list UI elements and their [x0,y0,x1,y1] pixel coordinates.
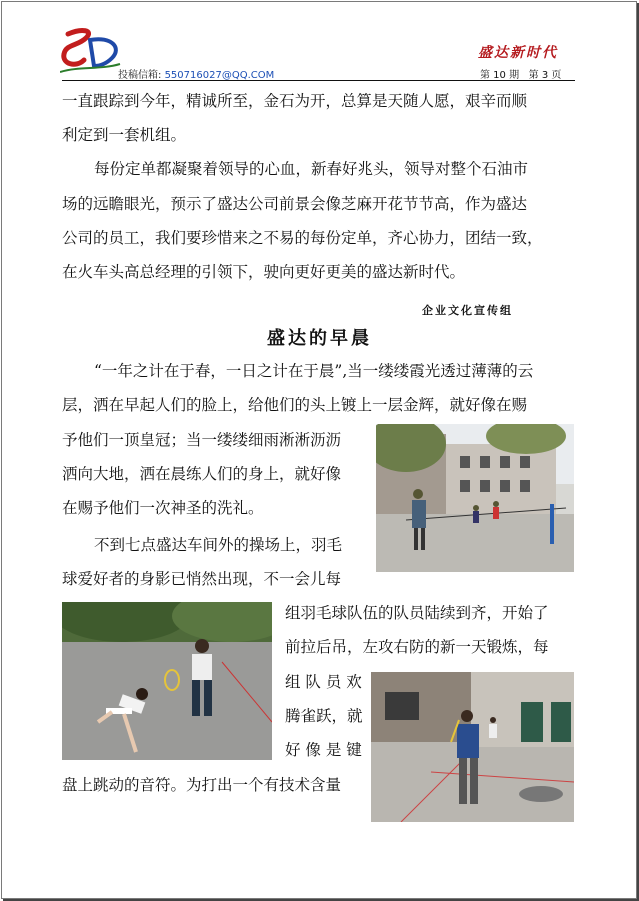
paragraph-line: 一直跟踪到今年，精诚所至，金石为开，总算是天随人愿，艰辛而顺 [62,92,528,110]
paragraph-line: 组羽毛球队伍的队员陆续到齐，开始了 [285,604,549,622]
paragraph-line: 每份定单都凝聚着领导的心血，新春好兆头，领导对整个石油市 [94,160,529,178]
paragraph-line: 场的远瞻眼光，预示了盛达公司前景会像芝麻开花节节高，作为盛达 [62,195,528,213]
paragraph-line: 利定到一套机组。 [62,126,187,144]
submission-email [118,66,274,81]
paragraph-line: 在赐予他们一次神圣的洗礼。 [62,499,264,517]
badminton-photo-girl [62,602,272,760]
paragraph-line: 层，洒在早起人们的脸上，给他们的头上镀上一层金辉，就好像在赐 [62,396,528,414]
paragraph-line: 洒向大地，洒在晨练人们的身上，就好像 [62,465,342,483]
page-number: 第 3 页 [528,70,562,81]
paragraph-line: 好 像 是 键 [285,741,362,759]
sd-logo-icon [60,26,124,76]
paragraph-line: 在火车头高总经理的引领下，驶向更好更美的盛达新时代。 [62,263,466,281]
email-address[interactable]: 550716027@QQ.COM [164,70,275,81]
paragraph-line: 腾雀跃，就 [285,707,363,725]
brand-title: 盛达新时代 [478,45,558,61]
email-label: 投稿信箱: [118,70,162,81]
issue-number: 第 10 期 [480,70,520,81]
paragraph-line: 前拉后吊，左攻右防的新一天锻炼，每 [285,638,549,656]
paragraph-line: 予他们一顶皇冠；当一缕缕细雨淅淅沥沥 [62,431,342,449]
paragraph-line: 公司的员工，我们要珍惜来之不易的每份定单，齐心协力，团结一致， [62,229,543,247]
badminton-photo-court [371,672,574,822]
paragraph-line: “一年之计在于春，一日之计在于晨”,当一缕缕霞光透过薄薄的云 [94,362,534,380]
badminton-photo-building [376,424,574,572]
paragraph-line: 不到七点盛达车间外的操场上，羽毛 [94,536,343,554]
issue-info [480,66,561,81]
article-signature: 企业文化宣传组 [422,304,513,317]
paragraph-line: 盘上跳动的音符。为打出一个有技术含量 [62,776,342,794]
header-rule [62,80,575,81]
paragraph-line: 球爱好者的身影已悄然出现，不一会儿每 [62,570,342,588]
paragraph-line: 组 队 员 欢 [285,673,362,691]
article-title: 盛达的早晨 [267,328,372,349]
